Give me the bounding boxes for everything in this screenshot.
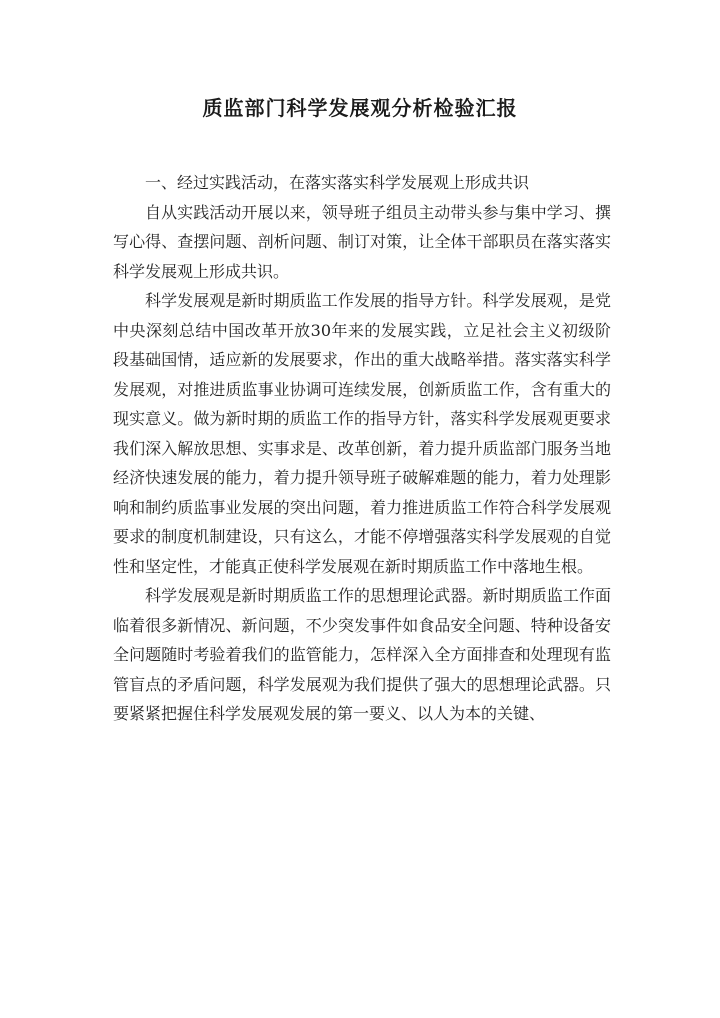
section-heading: 一、经过实践活动，在落实落实科学发展观上形成共识 [145,173,530,192]
paragraph-2: 科学发展观是新时期质监工作发展的指导方针。科学发展观，是党中央深刻总结中国改革开放30年来的发展实践，立足社会主义初级阶段基础国情，适应新的发展要求，作出的重大战略举措。落实落实科学发展观，对推进质监事业协调可连续发展，创新质监工作，含有重大的现实意义。做为新时期的质监工作的指导方针，落实科学发展观更要求我们深入解放思想、实事求是、改革创新，着力提升质监部门服务当地经济快速发展的能力，着力提升领导班子破解难题的能力，着力处理影响和制约质监事业发展的突出问题，着力推进质监工作符合科学发展观要求的制度机制建设，只有这么，才能不停增强落实科学发展观的自觉性和坚定性，才能真正使科学发展观在新时期质监工作中落地生根。 [113,291,611,576]
paragraph-1: 自从实践活动开展以来，领导班子组员主动带头参与集中学习、撰写心得、查摆问题、剖析问题、制订对策，让全体干部职员在落实落实科学发展观上形成共识。 [113,202,611,281]
document-title: 质监部门科学发展观分析检验汇报 [202,96,518,120]
document-body [113,168,611,729]
paragraph-3: 科学发展观是新时期质监工作的思想理论武器。新时期质监工作面临着很多新情况、新问题，不少突发事件如食品安全问题、特种设备安全问题随时考验着我们的监管能力，怎样深入全方面排查和处理现有监管盲点的矛盾问题，科学发展观为我们提供了强大的思想理论武器。只要紧紧把握住科学发展观发展的第一要义、以人为本的关键、 [113,586,611,723]
